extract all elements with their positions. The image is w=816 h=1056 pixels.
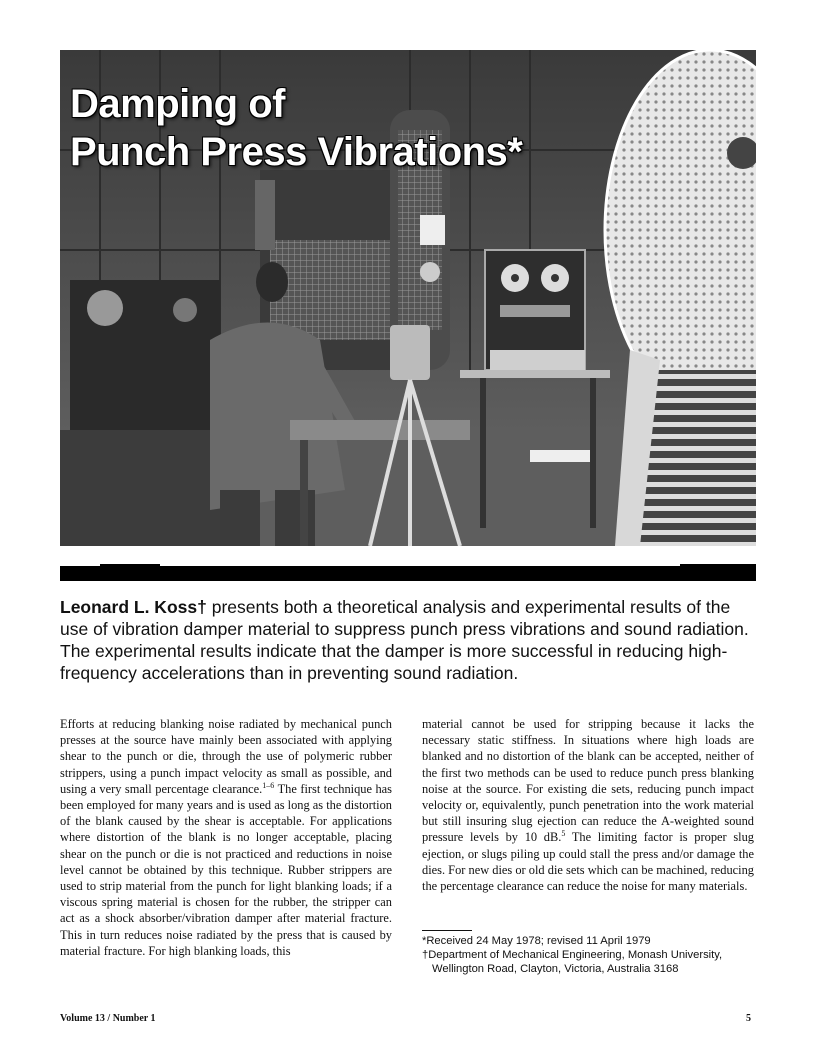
section-rule: [60, 566, 756, 581]
body-paragraph: [60, 716, 392, 959]
body-text: Efforts at reducing blanking noise radiated by mechanical punch presses at the source have mainly been associated with applying shear to the punch or die, through the use of polymeric rubber strippers, using a punch impact velocity as small as possible, and using a very small percentage clearance.: [60, 717, 392, 796]
body-column-left: [60, 716, 392, 959]
body-text: The limiting factor is proper slug ejection, or slugs piling up could stall the press and/or damage the dies. For new dies or old die sets which can be machined, reducing the percentage clearance can reduce the noise for many materials.: [422, 830, 754, 894]
footnotes: [422, 930, 756, 976]
footnote-rule: [422, 930, 472, 931]
footer-volume: Volume 13 / Number 1: [60, 1013, 156, 1024]
page-number: 5: [746, 1013, 751, 1024]
footnote-received: *Received 24 May 1978; revised 11 April 1979: [422, 935, 651, 947]
author-name: Leonard L. Koss†: [60, 597, 207, 617]
citation-ref: 5: [561, 829, 566, 839]
hero-photo: [60, 50, 756, 546]
footnote-affiliation: †Department of Mechanical Engineering, Monash University, Wellington Road, Clayton, Victoria, Australia 3168: [422, 949, 723, 975]
abstract: [60, 596, 750, 684]
title-line-2: Punch Press Vibrations*: [70, 130, 523, 174]
citation-ref: 1–6: [262, 780, 275, 790]
article-title: [70, 80, 522, 176]
rule-tick: [680, 564, 756, 566]
body-text: The first technique has been employed for many years and is used as long as the distortion of the blank caused by the shear is acceptable. For applications where distortion of the blank is no longer acceptable, placing shear on the punch or die is not practiced and reductions in noise level cannot be obtained by this technique. Rubber strippers are used to strip material from the punch for light blanking loads; if a viscous spring material is chosen for the rubber, the stripper can act as a shock absorber/vibration damper after material fracture. This in turn reduces noise radiated by the press that is caused by material fracture. For high blanking loads, this: [60, 781, 392, 958]
body-text: material cannot be used for stripping because it lacks the necessary static stiffness. In situations where high loads are blanked and no distortion of the blank can be accepted, neither of the first two methods can be used to reduce punch press blanking noise at the source. For existing die sets, reducing punch impact velocity or, equivalently, punch penetration into the work material but still insuring slug ejection can reduce the A-weighted sound pressure levels by 10 dB.: [422, 717, 754, 845]
rule-tick: [100, 564, 160, 566]
title-line-1: Damping of: [70, 82, 285, 126]
body-column-right: [422, 716, 754, 894]
body-paragraph: [422, 716, 754, 894]
abstract-text: presents both a theoretical analysis and experimental results of the use of vibration damper material to suppress punch press vibrations and sound radiation. The experimental results indicate that the damper is more successful in reducing high-frequency accelerations than in preventing sound radiation.: [60, 597, 749, 683]
